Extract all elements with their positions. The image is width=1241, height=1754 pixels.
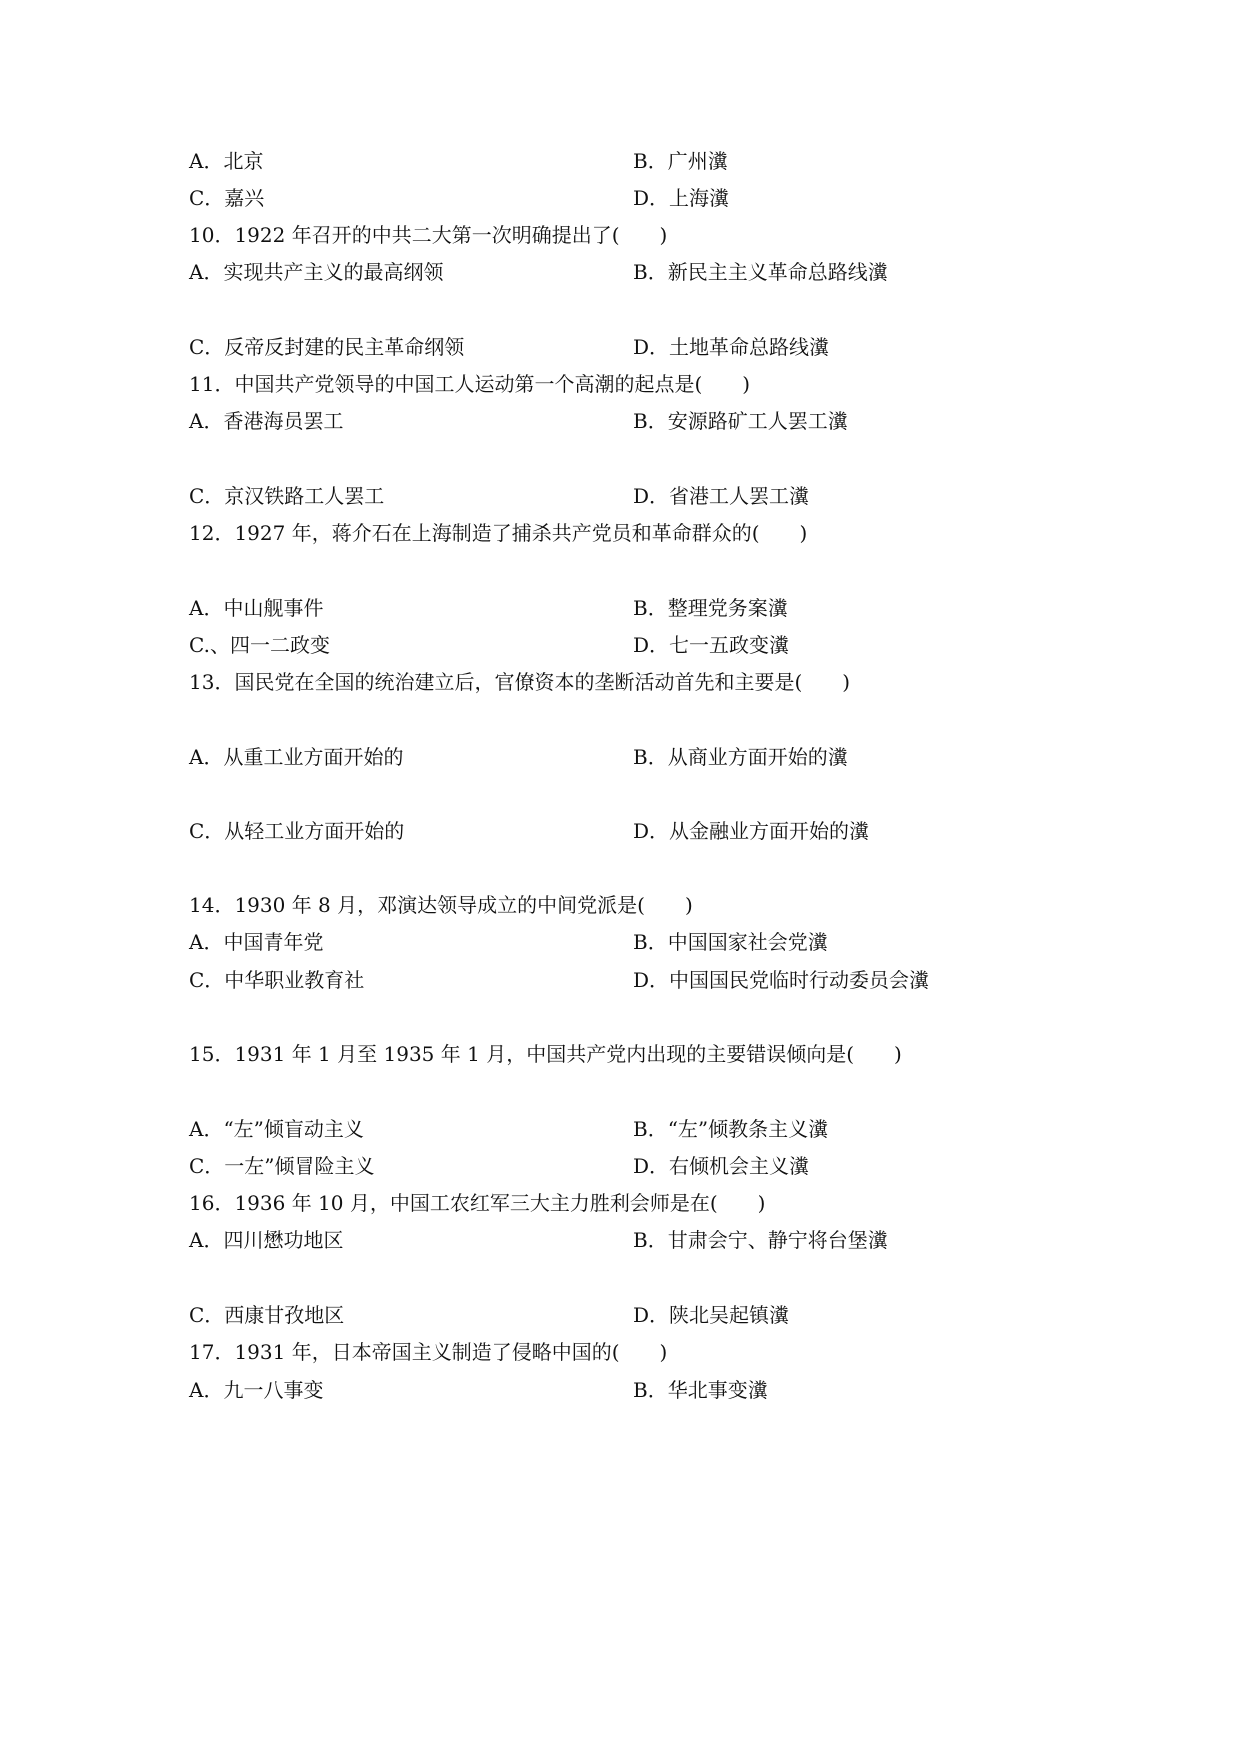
q10-stem: 10．1922 年召开的中共二大第一次明确提出了( ) <box>189 223 668 247</box>
q14-stem: 14．1930 年 8 月，邓演达领导成立的中间党派是( ) <box>189 893 693 917</box>
q12-option-b: B．整理党务案瀵 <box>633 596 788 620</box>
q11-option-b: B．安源路矿工人罢工瀵 <box>633 409 848 433</box>
q17-stem: 17．1931 年，日本帝国主义制造了侵略中国的( ) <box>189 1340 668 1364</box>
q11-option-d: D．省港工人罢工瀵 <box>633 484 810 508</box>
q10-option-b: B．新民主主义革命总路线瀵 <box>633 260 888 284</box>
q9-option-b: B．广州瀵 <box>633 149 728 173</box>
q11-stem: 11．中国共产党领导的中国工人运动第一个高潮的起点是( ) <box>189 372 751 396</box>
q10-option-c: C．反帝反封建的民主革命纲领 <box>189 335 465 359</box>
q13-stem: 13．国民党在全国的统治建立后，官僚资本的垄断活动首先和主要是( ) <box>189 670 851 694</box>
q14-option-a: A．中国青年党 <box>189 930 324 954</box>
q14-option-b: B．中国国家社会党瀵 <box>633 930 828 954</box>
q15-option-d: D．右倾机会主义瀵 <box>633 1154 810 1178</box>
q16-stem: 16．1936 年 10 月，中国工农红军三大主力胜利会师是在( ) <box>189 1191 766 1215</box>
q15-stem: 15．1931 年 1 月至 1935 年 1 月，中国共产党内出现的主要错误倾向是( ) <box>189 1042 902 1066</box>
q12-option-d: D．七一五政变瀵 <box>633 633 790 657</box>
q12-stem: 12．1927 年，蒋介石在上海制造了捕杀共产党员和革命群众的( ) <box>189 521 808 545</box>
q12-option-a: A．中山舰事件 <box>189 596 324 620</box>
q14-option-c: C．中华职业教育社 <box>189 968 365 992</box>
q13-option-c: C．从轻工业方面开始的 <box>189 819 405 843</box>
q15-option-b: B．“左”倾教条主义瀵 <box>633 1117 829 1141</box>
q12-option-c: C.、四一二政变 <box>189 633 330 657</box>
q9-option-c: C．嘉兴 <box>189 186 265 210</box>
q15-option-c: C．一左”倾冒险主义 <box>189 1154 375 1178</box>
q13-option-a: A．从重工业方面开始的 <box>189 745 404 769</box>
q17-option-b: B．华北事变瀵 <box>633 1378 768 1402</box>
q13-option-b: B．从商业方面开始的瀵 <box>633 745 848 769</box>
q9-option-d: D．上海瀵 <box>633 186 730 210</box>
q16-option-a: A．四川懋功地区 <box>189 1228 344 1252</box>
q16-option-b: B．甘肃会宁、静宁将台堡瀵 <box>633 1228 888 1252</box>
q11-option-a: A．香港海员罢工 <box>189 409 344 433</box>
q11-option-c: C．京汉铁路工人罢工 <box>189 484 385 508</box>
q10-option-a: A．实现共产主义的最高纲领 <box>189 260 444 284</box>
q13-option-d: D．从金融业方面开始的瀵 <box>633 819 870 843</box>
q16-option-c: C．西康甘孜地区 <box>189 1303 345 1327</box>
q15-option-a: A．“左”倾盲动主义 <box>189 1117 364 1141</box>
q16-option-d: D．陕北吴起镇瀵 <box>633 1303 790 1327</box>
q9-option-a: A．北京 <box>189 149 264 173</box>
q17-option-a: A．九一八事变 <box>189 1378 324 1402</box>
q10-option-d: D．土地革命总路线瀵 <box>633 335 830 359</box>
q14-option-d: D．中国国民党临时行动委员会瀵 <box>633 968 930 992</box>
